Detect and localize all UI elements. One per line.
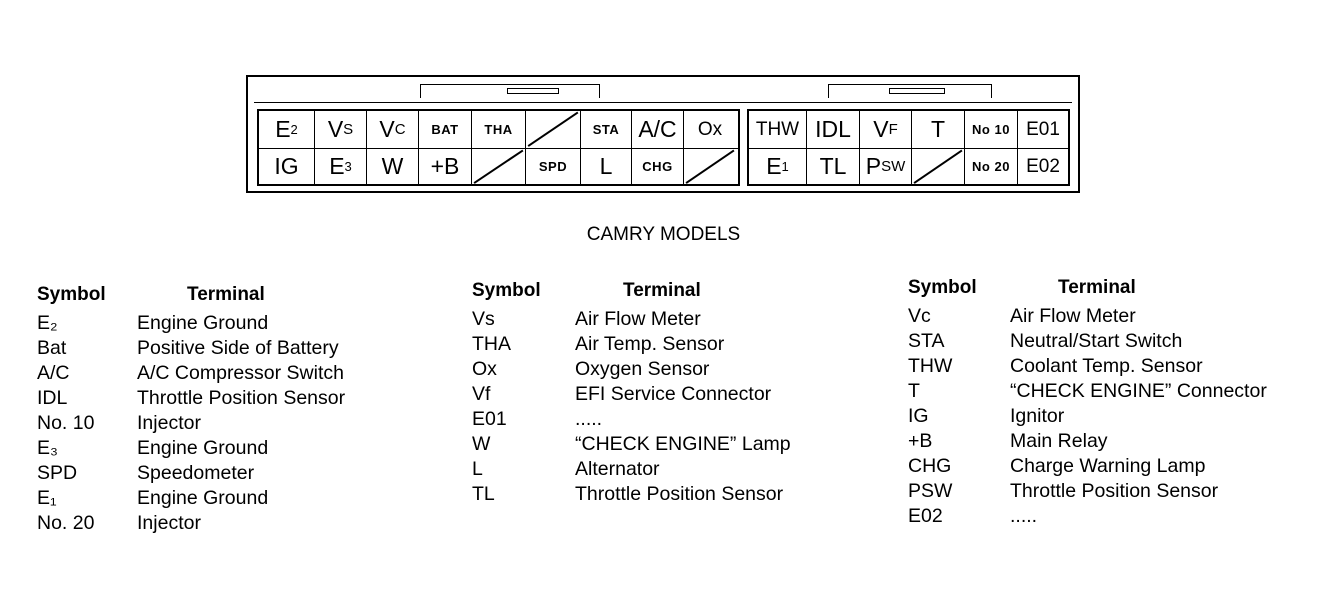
left-block-bottom-row <box>259 148 738 185</box>
symbol-cell: PSW <box>908 480 953 502</box>
terminal-label: No 10 <box>972 121 1010 137</box>
terminal-cell: ..... <box>1010 505 1038 527</box>
symbol-cell: Vs <box>472 308 495 330</box>
symbol-cell: TL <box>472 483 495 505</box>
terminal-cell: Throttle Position Sensor <box>137 387 346 409</box>
diagonal-slash-icon <box>526 111 580 148</box>
blank-terminal-cell <box>911 149 964 185</box>
terminal-cell <box>418 111 471 148</box>
terminal-cell <box>1017 149 1068 185</box>
terminal-cell <box>806 111 859 148</box>
symbol-cell: THA <box>472 333 511 355</box>
terminal-cell: Oxygen Sensor <box>575 358 710 380</box>
terminal-label: +B <box>430 152 460 179</box>
terminal-cell <box>749 111 806 148</box>
terminal-cell: Throttle Position Sensor <box>1010 480 1219 502</box>
blank-terminal-cell <box>525 111 580 148</box>
terminal-cell <box>859 111 911 148</box>
terminal-cell: Air Temp. Sensor <box>575 333 725 355</box>
blank-terminal-cell <box>683 149 736 185</box>
diagonal-slash-icon <box>912 149 964 185</box>
connector-diagram <box>246 75 1080 193</box>
terminal-cell: Alternator <box>575 458 660 480</box>
symbol-cell: No. 20 <box>37 512 95 534</box>
terminal-label: BAT <box>431 121 459 137</box>
terminal-cell <box>580 111 631 148</box>
terminal-label: P <box>865 152 882 179</box>
terminal-label: STA <box>592 121 620 137</box>
terminal-subscript: 3 <box>344 158 352 174</box>
terminal-cell <box>806 149 859 185</box>
terminal-cell <box>366 149 418 185</box>
connector-latch-left <box>420 84 600 98</box>
symbol-header: Symbol <box>472 280 541 301</box>
terminal-cell: Air Flow Meter <box>575 308 701 330</box>
terminal-cell <box>859 149 911 185</box>
terminal-label: E <box>766 152 782 179</box>
terminal-header: Terminal <box>187 284 265 305</box>
terminal-cell: ..... <box>575 408 603 430</box>
legend-table-2 <box>472 280 872 520</box>
right-block-bottom-row <box>749 148 1068 185</box>
connector-housing-line <box>254 102 1072 103</box>
terminal-cell <box>749 149 806 185</box>
terminal-header: Terminal <box>1058 277 1136 298</box>
symbol-cell: E₁ <box>37 487 57 509</box>
terminal-cell <box>366 111 418 148</box>
terminal-cell <box>259 149 314 185</box>
terminal-label: W <box>381 152 404 179</box>
terminal-label: E01 <box>1026 118 1060 140</box>
symbol-cell: IG <box>908 405 929 427</box>
terminal-cell <box>259 111 314 148</box>
caption-text: CAMRY MODELS <box>586 224 741 245</box>
symbol-cell: W <box>472 433 491 455</box>
symbol-cell: No. 10 <box>37 412 95 434</box>
symbol-cell: Vf <box>472 383 491 405</box>
terminal-cell <box>525 149 580 185</box>
terminal-label: Ox <box>697 118 723 140</box>
left-block-top-row <box>259 111 738 148</box>
terminal-cell: “CHECK ENGINE” Lamp <box>575 433 791 455</box>
terminal-cell: Neutral/Start Switch <box>1010 330 1183 352</box>
terminal-cell: “CHECK ENGINE” Connector <box>1010 380 1267 402</box>
terminal-label: T <box>930 115 946 142</box>
symbol-cell: E01 <box>472 408 507 430</box>
terminal-label: A/C <box>638 115 677 142</box>
terminal-cell: EFI Service Connector <box>575 383 772 405</box>
terminal-cell <box>964 149 1017 185</box>
terminal-cell <box>631 111 683 148</box>
terminal-cell: Speedometer <box>137 462 255 484</box>
symbol-cell: STA <box>908 330 945 352</box>
terminal-cell: A/C Compressor Switch <box>137 362 344 384</box>
right-block-top-row <box>749 111 1068 148</box>
terminal-cell <box>418 149 471 185</box>
symbol-cell: IDL <box>37 387 68 409</box>
connector-left-block <box>257 109 740 186</box>
connector-right-block <box>747 109 1070 186</box>
terminal-label: THW <box>755 118 800 140</box>
terminal-subscript: S <box>343 120 354 138</box>
legend-table-1 <box>37 284 437 544</box>
symbol-cell: T <box>908 380 920 402</box>
terminal-label: V <box>327 115 344 142</box>
terminal-label: E02 <box>1026 155 1060 177</box>
terminal-cell: Ignitor <box>1010 405 1065 427</box>
terminal-cell <box>964 111 1017 148</box>
latch-tab-right <box>889 88 945 94</box>
terminal-subscript: F <box>888 120 898 138</box>
terminal-subscript: 2 <box>290 121 298 137</box>
terminal-header: Terminal <box>623 280 701 301</box>
terminal-label: No 20 <box>972 158 1010 174</box>
connector-latch-right <box>828 84 992 98</box>
symbol-cell: A/C <box>37 362 70 384</box>
symbol-cell: Ox <box>472 358 497 380</box>
terminal-cell: Engine Ground <box>137 437 269 459</box>
symbol-cell: Vc <box>908 305 931 327</box>
terminal-cell: Throttle Position Sensor <box>575 483 784 505</box>
terminal-cell: Positive Side of Battery <box>137 337 339 359</box>
terminal-subscript: SW <box>881 157 906 175</box>
terminal-cell: Charge Warning Lamp <box>1010 455 1206 477</box>
terminal-cell: Main Relay <box>1010 430 1108 452</box>
terminal-subscript: C <box>394 120 406 138</box>
terminal-cell <box>314 149 366 185</box>
terminal-cell: Air Flow Meter <box>1010 305 1136 327</box>
terminal-label: IDL <box>815 115 851 142</box>
symbol-cell: L <box>472 458 483 480</box>
symbol-header: Symbol <box>37 284 106 305</box>
symbol-cell: +B <box>908 430 933 452</box>
terminal-cell: Injector <box>137 512 201 534</box>
terminal-label: SPD <box>538 158 568 174</box>
terminal-label: CHG <box>642 158 673 174</box>
symbol-cell: CHG <box>908 455 952 477</box>
terminal-cell <box>911 111 964 148</box>
terminal-subscript: 1 <box>781 158 789 174</box>
terminal-cell: Engine Ground <box>137 487 269 509</box>
symbol-cell: E02 <box>908 505 943 527</box>
terminal-cell <box>1017 111 1068 148</box>
legend-table-3 <box>908 277 1323 537</box>
diagonal-slash-icon <box>684 149 736 185</box>
symbol-cell: E₃ <box>37 437 58 459</box>
diagonal-slash-icon <box>472 149 525 185</box>
terminal-label: TL <box>819 152 847 179</box>
terminal-label: IG <box>274 152 299 179</box>
terminal-label: E <box>275 115 291 142</box>
terminal-label: L <box>599 152 613 179</box>
symbol-header: Symbol <box>908 277 977 298</box>
symbol-cell: E₂ <box>37 312 58 334</box>
terminal-cell: Coolant Temp. Sensor <box>1010 355 1203 377</box>
terminal-cell <box>471 111 525 148</box>
symbol-cell: SPD <box>37 462 78 484</box>
symbol-cell: THW <box>908 355 953 377</box>
diagram-caption <box>0 224 1327 246</box>
latch-tab-left <box>507 88 559 94</box>
terminal-cell <box>314 111 366 148</box>
terminal-label: V <box>379 115 395 142</box>
terminal-label: THA <box>484 121 513 137</box>
terminal-cell: Injector <box>137 412 201 434</box>
blank-terminal-cell <box>471 149 525 185</box>
terminal-label: V <box>873 115 889 142</box>
terminal-cell <box>683 111 736 148</box>
symbol-cell: Bat <box>37 337 67 359</box>
terminal-cell <box>631 149 683 185</box>
terminal-cell: Engine Ground <box>137 312 269 334</box>
terminal-label: E <box>329 152 345 179</box>
terminal-cell <box>580 149 631 185</box>
